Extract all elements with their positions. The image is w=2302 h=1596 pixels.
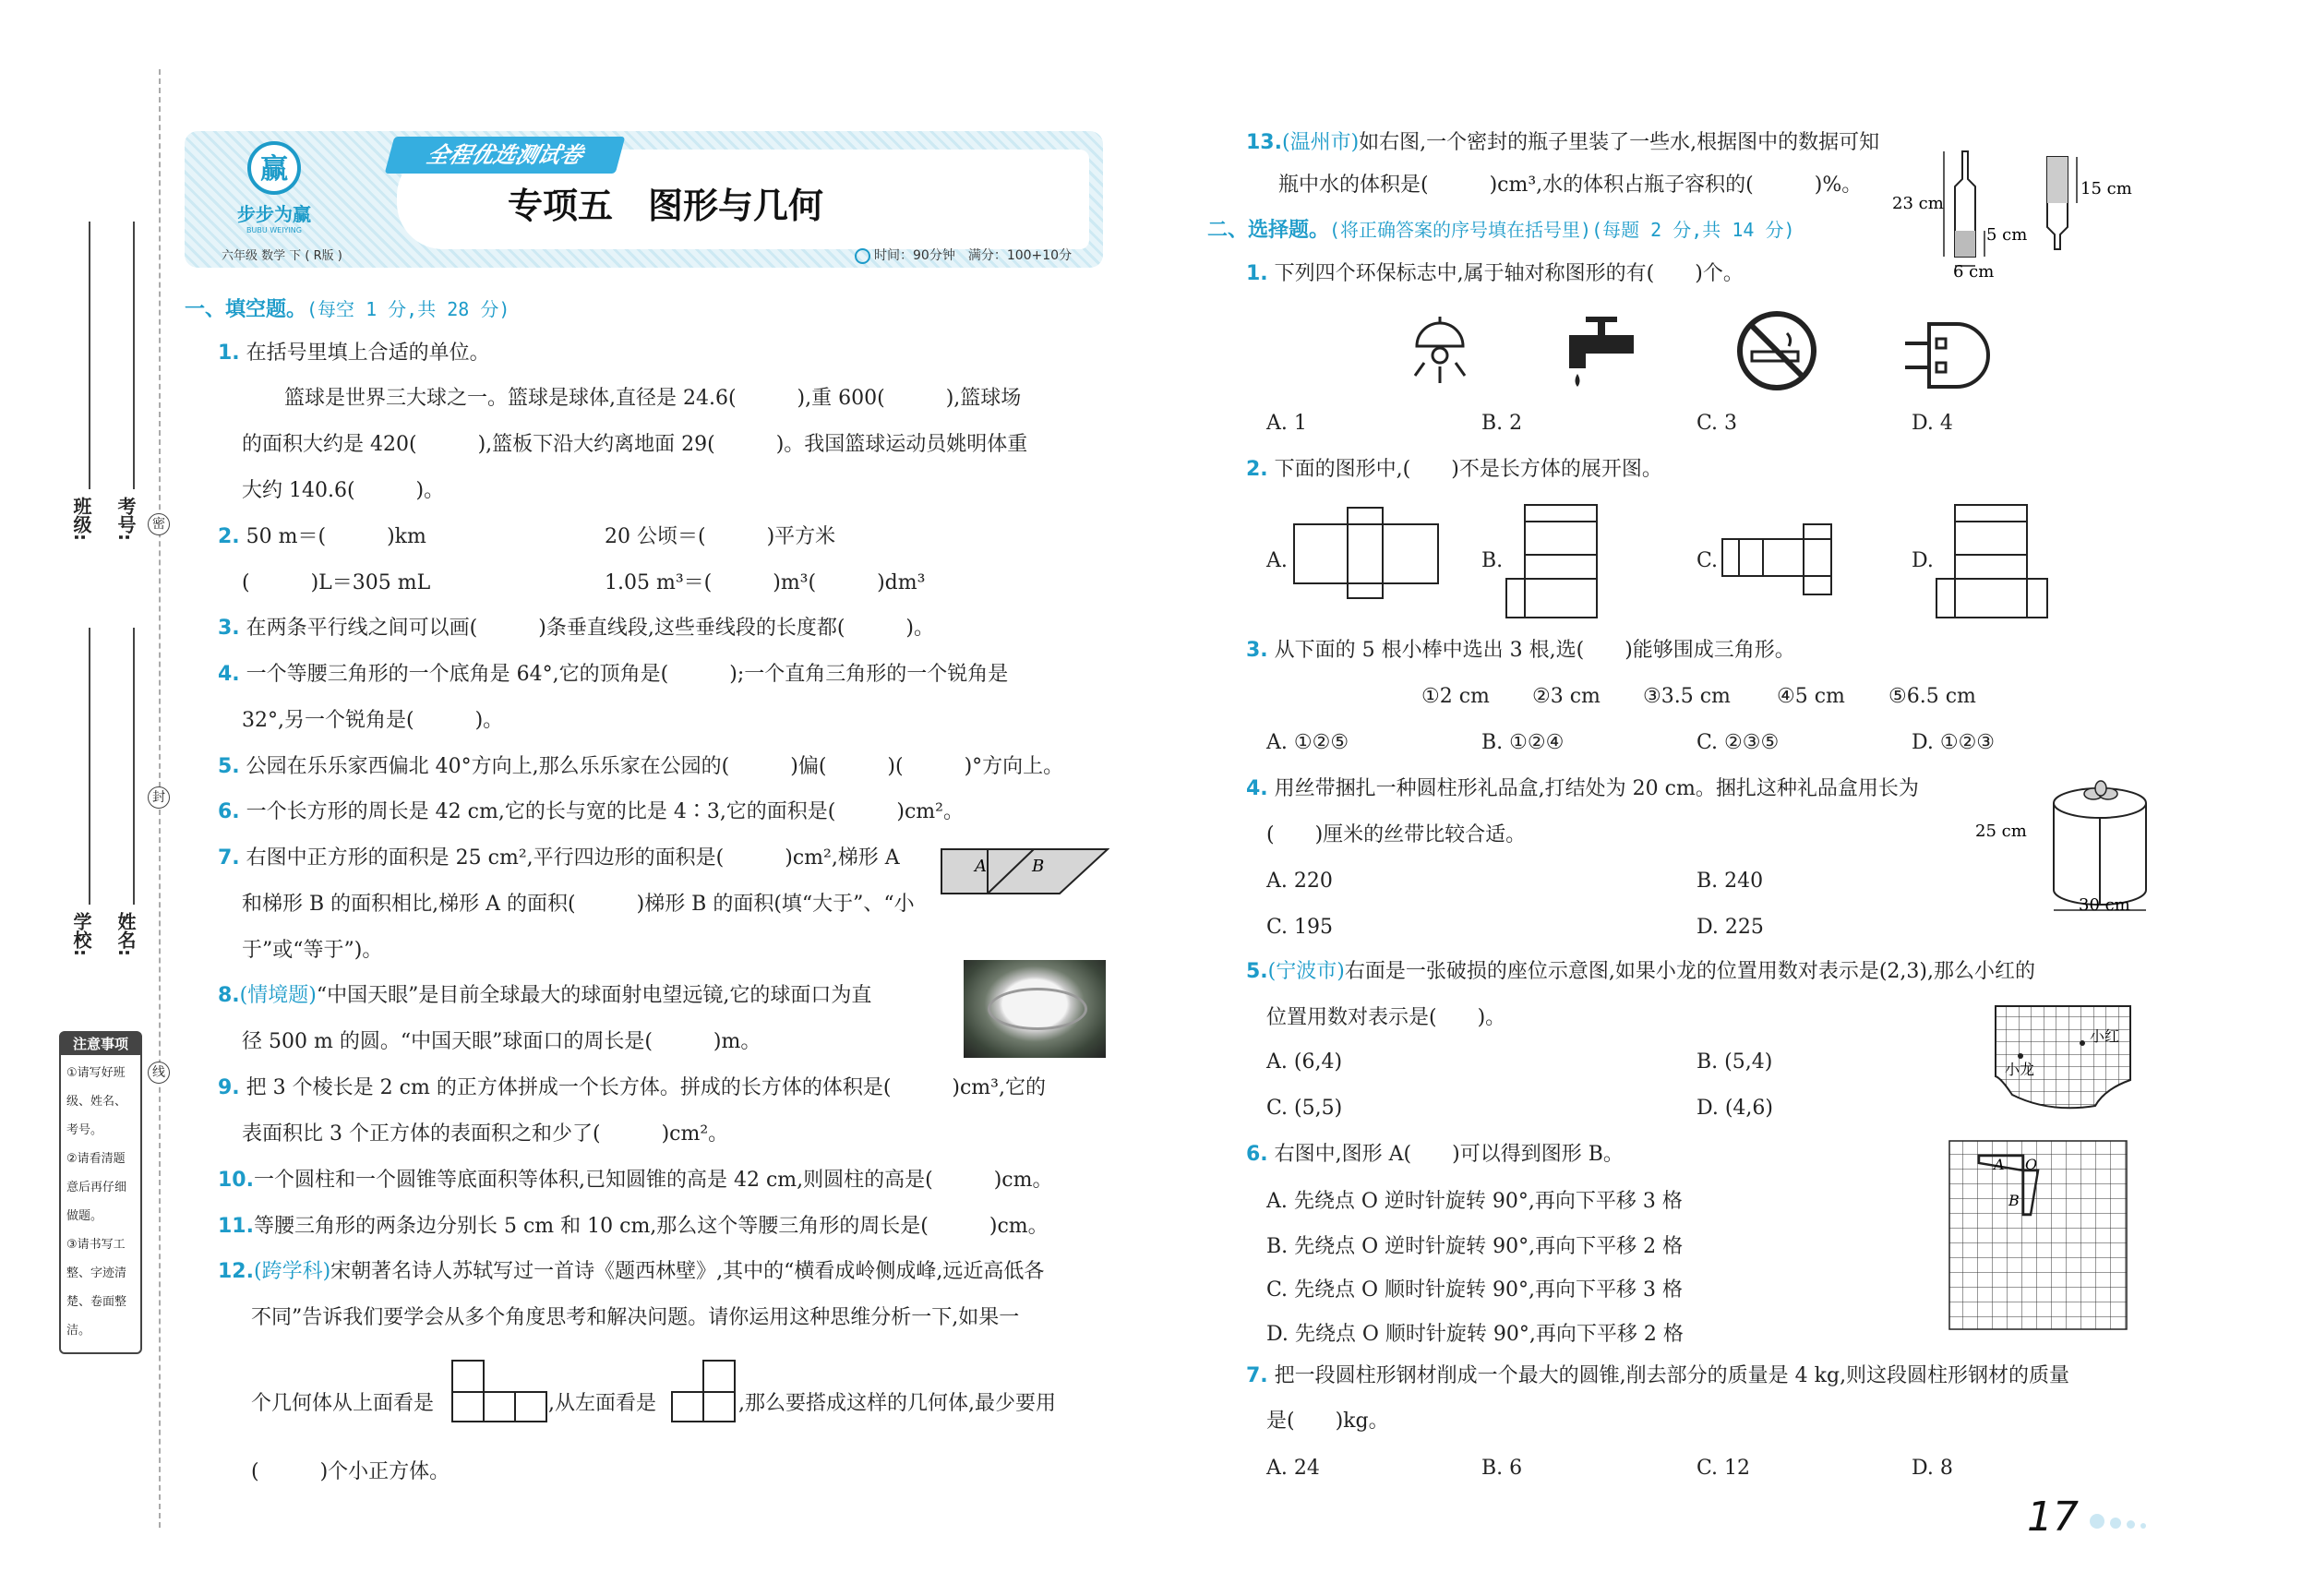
- eco-sign-no-smoking-icon: [1735, 309, 1818, 392]
- c3-option-d[interactable]: D. ①②③: [1912, 731, 1996, 754]
- q13-line2: 瓶中水的体积是( )cm³,水的体积占瓶子容积的( )%。: [1278, 174, 1863, 197]
- c5-tag: (宁波市): [1267, 960, 1345, 983]
- q9-text: 把 3 个棱长是 2 cm 的正方体拼成一个长方体。拼成的长方体的体积是( )cm³,它的: [246, 1076, 1046, 1099]
- c1-option-d[interactable]: D. 4: [1912, 412, 1953, 435]
- c3-num: 3.: [1246, 639, 1268, 662]
- c2-label-c[interactable]: C.: [1697, 549, 1719, 572]
- q1-line2: 篮球是世界三大球之一。篮球是球体,直径是 24.6( ),重 600( ),篮球场: [284, 387, 1022, 410]
- c5-text: 右面是一张破损的座位示意图,如果小龙的位置用数对表示是(2,3),那么小红的: [1344, 960, 2035, 983]
- notice-line: 考号。: [66, 1123, 103, 1137]
- q8-line2: 径 500 m 的圆。“中国天眼”球面口的周长是( )m。: [242, 1030, 761, 1053]
- q4-line1: [218, 661, 1008, 689]
- c6-label-a: A: [1994, 1156, 2005, 1173]
- c4-width-label: 30 cm: [2079, 895, 2130, 915]
- brand-name: 步步为赢: [237, 203, 311, 225]
- c6-option-d[interactable]: D. 先绕点 O 顺时针旋转 90°,再向下平移 2 格: [1266, 1323, 1684, 1346]
- q13-text: 如右图,一个密封的瓶子里装了一些水,根据图中的数据可知: [1359, 131, 1880, 154]
- seal-char-feng: 封: [148, 786, 170, 809]
- q2-a-text: 50 m＝( )km: [246, 525, 426, 548]
- c1-num: 1.: [1246, 262, 1268, 285]
- time-text: 时间：90分钟 满分：100+10分: [874, 248, 1073, 263]
- school-field[interactable]: [89, 628, 90, 905]
- telescope-dish: [988, 988, 1087, 1030]
- q1-text: 在括号里填上合适的单位。: [246, 342, 490, 365]
- q1-line1: [218, 340, 490, 367]
- section1-heading: [185, 294, 510, 322]
- c4-num: 4.: [1246, 777, 1268, 800]
- c6-option-c[interactable]: C. 先绕点 O 顺时针旋转 90°,再向下平移 3 格: [1266, 1278, 1684, 1302]
- q12-line3b: ,从左面看是: [548, 1392, 656, 1415]
- c2-net-b[interactable]: [1505, 503, 1599, 619]
- q12-left-view: [670, 1359, 738, 1423]
- c3-stick-1: ①2 cm: [1421, 685, 1490, 708]
- seal-char-xian: 线: [148, 1062, 170, 1084]
- time-info: [855, 246, 1072, 264]
- q7-line2: 和梯形 B 的面积相比,梯形 A 的面积( )梯形 B 的面积(填“大于”、“小: [242, 893, 915, 916]
- logo-icon: [246, 140, 302, 196]
- c2-question: [1246, 456, 1662, 484]
- page-number: 17: [2027, 1494, 2079, 1541]
- section2-title: 二、选择题。: [1207, 219, 1330, 242]
- q1-line3: 的面积大约是 420( ),篮板下沿大约离地面 29( )。我国篮球运动员姚明体重: [242, 433, 1028, 456]
- c3-stick-4: ④5 cm: [1777, 685, 1845, 708]
- c2-net-c[interactable]: [1721, 522, 1833, 596]
- q7-line1: [218, 845, 900, 872]
- q3-text: 在两条平行线之间可以画( )条垂直线段,这些垂线段的长度都( )。: [246, 617, 934, 640]
- c2-num: 2.: [1246, 458, 1268, 481]
- q12-tag: (跨学科): [253, 1260, 331, 1283]
- c6-option-b[interactable]: B. 先绕点 O 逆时针旋转 90°,再向下平移 2 格: [1266, 1235, 1684, 1258]
- q10-text: 一个圆柱和一个圆锥等底面积等体积,已知圆锥的高是 42 cm,则圆柱的高是( )cm。: [253, 1169, 1053, 1192]
- c1-option-c[interactable]: C. 3: [1697, 412, 1738, 435]
- c3-option-c[interactable]: C. ②③⑤: [1697, 731, 1780, 754]
- c6-text: 右图中,图形 A( )可以得到图形 B。: [1274, 1143, 1624, 1166]
- c4-option-c[interactable]: C. 195: [1266, 916, 1334, 939]
- c4-option-d[interactable]: D. 225: [1697, 916, 1764, 939]
- c7-option-d[interactable]: D. 8: [1912, 1457, 1953, 1480]
- c3-stick-3: ③3.5 cm: [1643, 685, 1731, 708]
- q1-num: 1.: [218, 342, 240, 365]
- section2-note: (将正确答案的序号填在括号里)(每题 2 分,共 14 分): [1329, 219, 1795, 241]
- clock-icon: [855, 248, 870, 264]
- q6-text: 一个长方形的周长是 42 cm,它的长与宽的比是 4∶3,它的面积是( )cm²。: [246, 800, 964, 823]
- q2-b: 20 公顷＝( )平方米: [605, 525, 836, 548]
- notice-line: 整、字迹清: [66, 1266, 127, 1280]
- name-field[interactable]: [133, 628, 135, 905]
- q13-line1: [1246, 129, 1879, 157]
- notice-title: 注意事项: [61, 1033, 140, 1055]
- c3-option-b[interactable]: B. ①②④: [1481, 731, 1565, 754]
- q3: [218, 615, 934, 642]
- q8-line1: [218, 982, 871, 1010]
- c6-num: 6.: [1246, 1143, 1268, 1166]
- c5-option-c[interactable]: C. (5,5): [1266, 1097, 1343, 1120]
- c4-line2: ( )厘米的丝带比较合适。: [1266, 823, 1527, 846]
- c4-option-a[interactable]: A. 220: [1266, 870, 1333, 893]
- q4-num: 4.: [218, 663, 240, 686]
- seal-char-mi: 密: [148, 513, 170, 535]
- q12-num: 12.: [218, 1260, 254, 1283]
- q11: [218, 1213, 1049, 1241]
- q9-line2: 表面积比 3 个正方体的表面积之和少了( )cm²。: [242, 1122, 729, 1146]
- q7-label-b: B: [1032, 857, 1045, 876]
- q12-line3c: ,那么要搭成这样的几何体,最少要用: [738, 1392, 1056, 1415]
- q1-line4: 大约 140.6( )。: [242, 479, 445, 502]
- notice-line: 级、姓名、: [66, 1095, 127, 1109]
- c2-text: 下面的图形中,( )不是长方体的展开图。: [1274, 458, 1662, 481]
- q11-num: 11.: [218, 1215, 254, 1238]
- q7-num: 7.: [218, 846, 240, 870]
- c3-stick-2: ②3 cm: [1532, 685, 1601, 708]
- q10-num: 10.: [218, 1169, 254, 1192]
- section1-title: 一、填空题。: [185, 298, 307, 321]
- q9-num: 9.: [218, 1076, 240, 1099]
- c7-option-b[interactable]: B. 6: [1481, 1457, 1523, 1480]
- q8-text: “中国天眼”是目前全球最大的球面射电望远镜,它的球面口为直: [316, 984, 872, 1007]
- c4-height-label: 25 cm: [1975, 822, 2027, 841]
- page-number-dots: [2090, 1514, 2146, 1532]
- eco-sign-faucet-icon: [1560, 309, 1643, 392]
- banner-tag: 全程优选测试卷: [385, 137, 626, 174]
- c5-num: 5.: [1246, 960, 1268, 983]
- q5-num: 5.: [218, 755, 240, 778]
- grade-info: 六年级 数学 下 ( R版 ): [222, 249, 342, 263]
- c1-text: 下列四个环保标志中,属于轴对称图形的有( )个。: [1274, 262, 1744, 285]
- svg-text:赢: 赢: [260, 153, 288, 186]
- q7-figure: [940, 847, 1109, 895]
- c5-line1: [1246, 958, 2035, 986]
- c3-text: 从下面的 5 根小棒中选出 3 根,选( )能够围成三角形。: [1274, 639, 1795, 662]
- c2-label-d[interactable]: D.: [1912, 549, 1934, 572]
- q12-line4: ( )个小正方体。: [251, 1460, 450, 1483]
- q10: [218, 1167, 1053, 1194]
- q6: [218, 798, 964, 826]
- eco-sign-lamp-icon: [1408, 309, 1472, 392]
- q5: [218, 753, 1063, 781]
- q9-line1: [218, 1074, 1046, 1102]
- logo: [205, 140, 343, 255]
- c5-option-a[interactable]: A. (6,4): [1266, 1050, 1343, 1074]
- c6-question: [1246, 1141, 1624, 1169]
- c4-line1: [1246, 775, 1919, 803]
- c6-rotation-grid: [1948, 1139, 2132, 1333]
- c2-net-d[interactable]: [1935, 503, 2049, 619]
- q2-a: [218, 523, 426, 551]
- section2-heading: [1207, 214, 1795, 243]
- q4-line2: 32°,另一个锐角是( )。: [242, 709, 504, 732]
- notice-line: ②请看清题: [66, 1152, 126, 1166]
- q4-text: 一个等腰三角形的一个底角是 64°,它的顶角是( );一个直角三角形的一个锐角是: [246, 663, 1009, 686]
- eco-sign-plug-icon: [1901, 318, 1994, 392]
- notice-line: 做题。: [66, 1209, 103, 1223]
- q3-num: 3.: [218, 617, 240, 640]
- notice-box: [59, 1031, 142, 1354]
- notice-line: ③请书写工: [66, 1238, 126, 1252]
- q13-h3: 15 cm: [2080, 179, 2132, 198]
- q12-line2: 不同”告诉我们要学会从多个角度思考和解决问题。请你运用这种思维分析一下,如果一: [251, 1306, 1020, 1329]
- c5-xiaolong-label: 小龙: [2005, 1061, 2035, 1078]
- c7-line1: [1246, 1362, 2069, 1390]
- notice-lines: [61, 1055, 140, 1345]
- notice-line: 楚、卷面整: [66, 1295, 127, 1309]
- c6-label-b: B: [2008, 1192, 2020, 1209]
- q13-h2: 5 cm: [1986, 225, 2028, 245]
- c5-option-d[interactable]: D. (4,6): [1697, 1097, 1773, 1120]
- q6-num: 6.: [218, 800, 240, 823]
- header-banner: [185, 131, 1103, 268]
- q2-num: 2.: [218, 525, 240, 548]
- c7-option-a[interactable]: A. 24: [1266, 1457, 1320, 1480]
- page-title: 专项五 图形与几何: [508, 186, 824, 226]
- q7-text: 右图中正方形的面积是 25 cm²,平行四边形的面积是( )cm²,梯形 A: [246, 846, 900, 870]
- fast-telescope-photo: [964, 960, 1106, 1058]
- c7-num: 7.: [1246, 1364, 1268, 1387]
- c5-line2: 位置用数对表示是( )。: [1266, 1006, 1506, 1029]
- q12-line3a: 个几何体从上面看是: [251, 1392, 435, 1415]
- school-label: 学校:: [70, 912, 92, 956]
- c1-option-a[interactable]: A. 1: [1266, 412, 1307, 435]
- c3-stick-5: ⑤6.5 cm: [1888, 685, 1976, 708]
- q13-tag: (温州市): [1281, 131, 1360, 154]
- notice-line: 意后再仔细: [66, 1181, 127, 1194]
- c1-option-b[interactable]: B. 2: [1481, 412, 1523, 435]
- q5-text: 公园在乐乐家西偏北 40°方向上,那么乐乐家在公园的( )偏( )( )°方向上。: [246, 755, 1064, 778]
- q13-bottle-figure: [1892, 148, 2141, 282]
- c7-text: 把一段圆柱形钢材削成一个最大的圆锥,削去部分的质量是 4 kg,则这段圆柱形钢材的质量: [1274, 1364, 2070, 1387]
- brand-sub: BUBU WEIYING: [246, 226, 302, 234]
- c2-label-a[interactable]: A.: [1266, 549, 1288, 572]
- c7-line2: 是( )kg。: [1266, 1410, 1389, 1433]
- q2-c: ( )L＝305 mL: [242, 571, 431, 594]
- c3-question: [1246, 637, 1795, 665]
- q7-line3: 于”或“等于”)。: [242, 939, 383, 962]
- c6-label-o: O: [2025, 1156, 2038, 1173]
- q8-tag: (情境题): [239, 984, 317, 1007]
- c3-option-a[interactable]: A. ①②⑤: [1266, 731, 1349, 754]
- exam-no-label: 考号:: [114, 497, 137, 541]
- q13-w: 6 cm: [1953, 262, 1995, 282]
- c5-xiaohong-label: 小红: [2090, 1027, 2120, 1045]
- q2-d: 1.05 m³＝( )m³( )dm³: [605, 571, 926, 594]
- c7-option-c[interactable]: C. 12: [1697, 1457, 1751, 1480]
- q13-h1: 23 cm: [1892, 194, 1944, 213]
- c2-net-a[interactable]: [1292, 506, 1440, 600]
- c1-question: [1246, 260, 1744, 288]
- name-label: 姓名:: [114, 912, 137, 956]
- c5-option-b[interactable]: B. (5,4): [1697, 1050, 1773, 1074]
- class-field[interactable]: [89, 222, 90, 489]
- c6-option-a[interactable]: A. 先绕点 O 逆时针旋转 90°,再向下平移 3 格: [1266, 1190, 1683, 1213]
- q12-top-view: [450, 1359, 550, 1423]
- q13-num: 13.: [1246, 131, 1282, 154]
- c4-text: 用丝带捆扎一种圆柱形礼品盒,打结处为 20 cm。捆扎这种礼品盒用长为: [1274, 777, 1919, 800]
- q8-num: 8.: [218, 984, 240, 1007]
- exam-no-field[interactable]: [133, 222, 135, 489]
- section1-note: (每空 1 分,共 28 分): [306, 298, 510, 320]
- q11-text: 等腰三角形的两条边分别长 5 cm 和 10 cm,那么这个等腰三角形的周长是( )cm。: [253, 1215, 1049, 1238]
- notice-line: ①请写好班: [66, 1066, 126, 1080]
- c4-option-b[interactable]: B. 240: [1697, 870, 1764, 893]
- c5-seat-grid: [1994, 1004, 2141, 1115]
- notice-line: 洁。: [66, 1324, 91, 1338]
- class-label: 班级:: [70, 497, 92, 541]
- c2-label-b[interactable]: B.: [1481, 549, 1504, 572]
- c4-gift-box-figure: [1975, 772, 2151, 919]
- q12-text: 宋朝著名诗人苏轼写过一首诗《题西林壁》,其中的“横看成岭侧成峰,远近高低各: [330, 1260, 1045, 1283]
- q7-label-a: A: [975, 857, 987, 876]
- q12-line1: [218, 1258, 1044, 1286]
